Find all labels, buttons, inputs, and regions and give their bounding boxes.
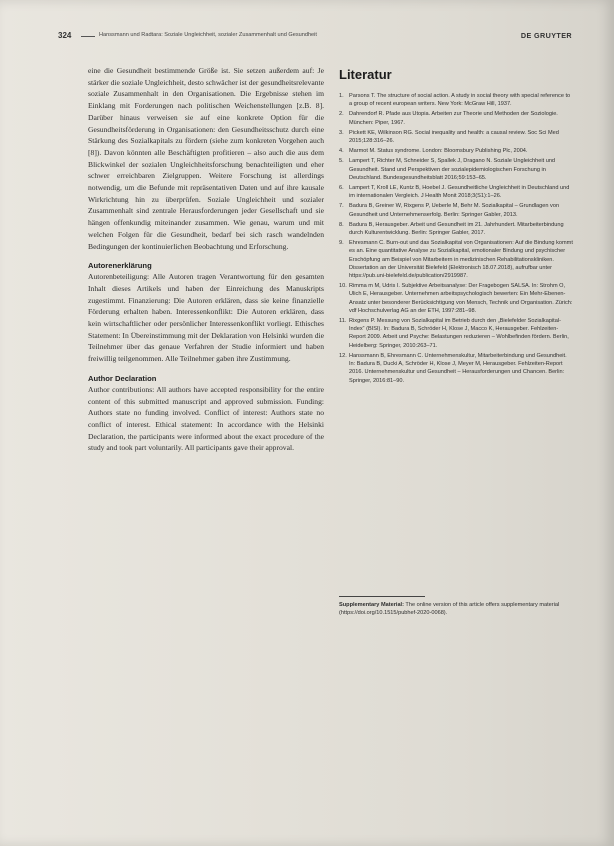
references-column: [339, 67, 573, 387]
reference-text: Badura B, Herausgeber. Arbeit und Gesundheit im 21. Jahrhundert. Mitarbeiterbindung durch Kulturentwicklung. Berlin: Springer Gabler, 2017.: [349, 221, 564, 237]
declaration-en-heading: Author Declaration: [88, 373, 157, 383]
reference-number: 4.: [339, 148, 344, 155]
supplementary-label: Supplementary Material:: [339, 602, 404, 608]
reference-number: 1.: [339, 93, 344, 99]
reference-number: 2.: [339, 111, 344, 118]
publisher-name: DE GRUYTER: [520, 31, 572, 40]
body-column: [88, 65, 324, 454]
supplementary-text: The online version of this article offers supplementary material (https://doi.org/10.1515/pubhef-2020-0068).: [339, 602, 560, 617]
reference-item: [339, 92, 573, 108]
reference-text: Pickett KE, Wilkinson RG. Social inequality and health: a causal review. Soc Sci Med 2015;128:316–26.: [349, 129, 559, 145]
reference-number: 11.: [339, 318, 347, 325]
reference-number: 12.: [339, 352, 347, 359]
reference-text: Ehresmann C. Burn-out und das Sozialkapital von Organisationen: Auf die Bindung kommt es an. Eine quantitative Analyse zu Sozialkapital, emotionaler Bindung und psychischer Erschöpfung am Beispiel von Mitarbeitern in medizinischen Rehabilitationskliniken. Dissertation an der Universität Bielefeld (Elektronisch 18.07.2018), aufrufbar unter https://pub.uni-bielefeld.de/publication/2919987.: [349, 240, 573, 280]
page-number: 324: [58, 31, 72, 40]
reference-text: Dahrendorf R. Pfade aus Utopia. Arbeiten zur Theorie und Methoden der Soziologie. München: Piper, 1967.: [349, 111, 558, 126]
reference-text: Hanssmann B, Ehresmann C. Unternehmenskultur, Mitarbeiterbindung und Gesundheit. In: Badura B, Ducki A, Schröder H, Klose J, Meyer M, Herausgeber. Fehlzeiten-Report 2016. Unternehmenskultur und Gesundheit – Herausforderungen und Chancen. Berlin: Springer, 2016:81–90.: [349, 352, 567, 384]
reference-text: Rixgens P. Messung von Sozialkapital im Betrieb durch den „Bielefelder Sozialkapital-Index“ (BISI). In: Badura B, Schröder H, Klose J, Macco K, Herausgeber. Fehlzeiten-Report 2009. Arbeit und Psyche: Belastungen reduzieren – Wohlbefinden fördern. Berlin, Heidelberg: Springer, 2010:263–71.: [349, 318, 569, 349]
reference-item: [339, 184, 573, 200]
reference-text: Lampert T, Richter M, Schneider S, Spallek J, Dragano N. Soziale Ungleichheit und Gesundheit. Stand und Perspektiven der sozialepidemiologischen Forschung in Deutschland. Bundesgesundheitsblatt 2016;59:153–65.: [349, 158, 556, 181]
supplementary-rule: [339, 596, 425, 597]
reference-number: 3.: [339, 129, 344, 136]
running-title: Hanssmann und Radtara: Soziale Ungleichheit, sozialer Zusammenhalt und Gesundheit: [99, 31, 317, 38]
declaration-en-text: Author contributions: All authors have accepted responsibility for the entire content of this submitted manuscript and approved submission. Funding: Authors state no funding involved. Conflict of interest: Authors state no conflict of interest. Ethical statement: In accordance with the Helsinki Declaration, the participants were informed about the exact procedure of the study and took part voluntarily. All participants gave their approval.: [88, 384, 324, 453]
reference-text: Marmot M. Status syndrome. London: Bloomsbury Publishing Plc, 2004.: [349, 148, 528, 155]
reference-item: [339, 317, 573, 350]
reference-text: Lampert T, Kroll LE, Kuntz B, Hoebel J. Gesundheitliche Ungleichheit in Deutschland und im internationalen Vergleich. J Health Monit 2018;3(S1):1–26.: [349, 185, 570, 200]
reference-number: 5.: [339, 158, 344, 165]
reference-item: [339, 282, 573, 315]
reference-list: [339, 92, 573, 385]
reference-item: [339, 129, 573, 145]
reference-item: [339, 157, 573, 182]
running-header: [58, 31, 572, 43]
intro-paragraph: eine die Gesundheit bestimmende Größe ist. Sie setzen außerdem auf: Je stärker die soziale Ungleichheit, desto schwächer ist der gesundheitsrelevante soziale Zusammenhalt in den Organisationen. Die Ergebnisse stehen im Einklang mit Forderungen nach politischen Weichenstellungen [z.B. 8]. Darüber hinaus verweisen sie auf eine konkrete Option für die Gesundheitsförderung in Organisationen: den Gesundheitsschutz durch eine Stärkung des Sozialkapitals zu fördern (siehe zum konkreten Vorgehen auch [8]). Davon könnten alle Beschäftigten profitieren – also auch die aus dem Blickwinkel der sozialen Ungleichheitsforschung benachteiligten und eher schwer erreichbaren Zielgruppen. Weitere Forschung ist allerdings notwendig, um die Befunde mit repräsentativen Daten und auf ihre kausale Wirkrichtung hin zu überprüfen. Soziale Ungleichheit und sozialer Zusammenhalt sind zentrale Herausforderungen jeder Gesellschaft und sie hängen offenkundig miteinander zusammen. Wie genau, warum und mit welchen Folgen für die Gesundheit, bedarf bei sich rasch wandelnden Bedingungen der kontinuierlichen Beobachtung und Erforschung.: [88, 66, 324, 251]
reference-item: [339, 239, 573, 280]
reference-item: [339, 221, 573, 237]
declaration-de-text: Autorenbeteiligung: Alle Autoren tragen Verantwortung für den gesamten Inhalt dieses Artikels und haben der Einreichung des Manuskripts zugestimmt. Finanzierung: Die Autoren erklären, dass sie keine finanzielle Förderung erhalten haben. Interessenkonflikt: Die Autoren erklären, dass kein wirtschaftlicher oder persönlicher Interessenkonflikt vorliegt. Ethisches Statement: In Übereinstimmung mit der Deklaration von Helsinki wurden die Teilnehmer über das genaue Verfahren der Studie informiert und haben freiwillig teilgenommen. Alle Teilnehmer gaben ihre Zustimmung.: [88, 272, 324, 364]
reference-number: 7.: [339, 203, 344, 210]
reference-number: 8.: [339, 221, 344, 228]
reference-number: 6.: [339, 185, 344, 192]
supplementary-note: [339, 596, 573, 617]
declaration-de-heading: Autorenerklärung: [88, 261, 152, 271]
reference-item: [339, 147, 573, 155]
reference-item: [339, 110, 573, 126]
reference-item: [339, 352, 573, 385]
reference-number: 10.: [339, 283, 347, 290]
reference-text: Rimma m M, Udris I. Subjektive Arbeitsanalyse: Der Fragebogen SALSA. In: Strohm O, Ulich E, Herausgeber. Unternehmen arbeitspsychologisch bewerten: Ein Mehr-Ebenen-Ansatz unter besonderer Berücksichtigung von Mensch, Technik und Organisation. Zürich: vdf Hochschulverlag AG an der ETH, 1997:281–98.: [349, 283, 573, 314]
references-heading: Literatur: [339, 67, 392, 82]
reference-text: Parsons T. The structure of social action. A study in social theory with special reference to a group of recent european writers. New York: McGraw Hill, 1937.: [349, 93, 571, 108]
header-rule: [81, 36, 95, 37]
reference-item: [339, 202, 573, 218]
reference-number: 9.: [339, 240, 344, 247]
reference-text: Badura B, Greiner W, Rixgens P, Ueberle M, Behr M. Sozialkapital – Grundlagen von Gesundheit und Unternehmenserfolg. Berlin: Springer Gabler, 2013.: [349, 203, 560, 218]
